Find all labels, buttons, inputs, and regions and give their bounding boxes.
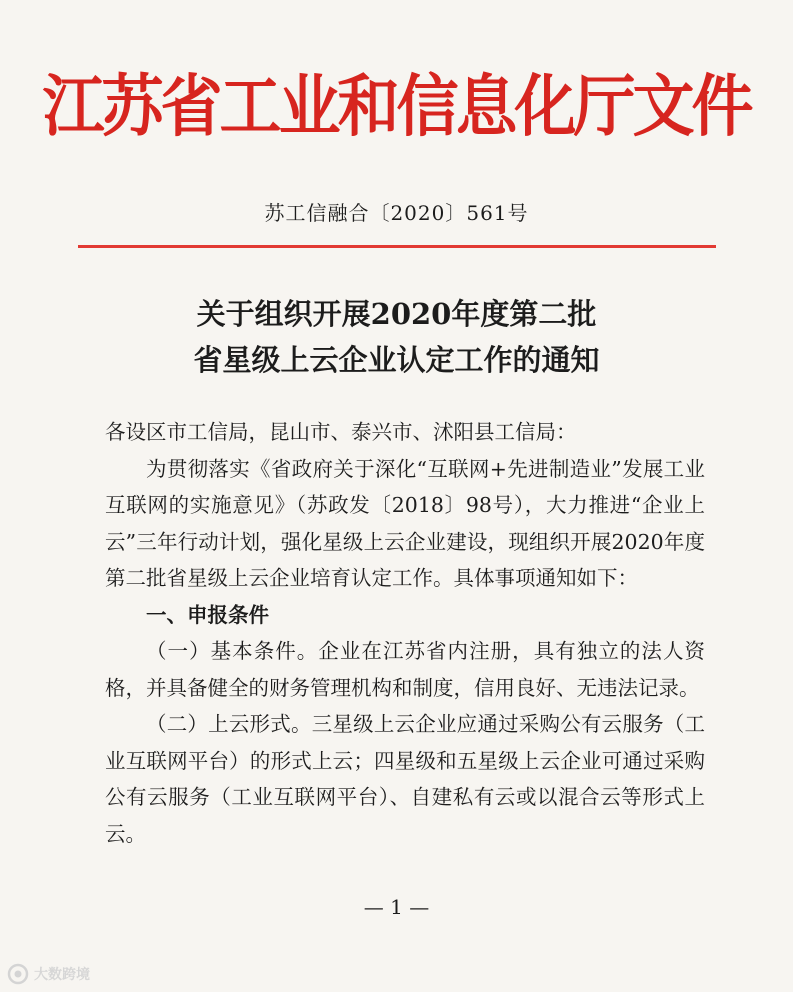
notice-title-line2: 省星级上云企业认定工作的通知 [193, 343, 600, 377]
notice-title [0, 294, 793, 380]
document-number: 苏工信融合〔2020〕561号 [264, 201, 529, 225]
issuing-authority-header: 江苏省工业和信息化厅文件 [42, 67, 751, 146]
notice-title-line1: 关于组织开展2020年度第二批 [196, 297, 597, 331]
section-heading-conditions: 一、申报条件 [146, 602, 269, 627]
cloud-form-paragraph: （二）上云形式。三星级上云企业应通过采购公有云服务（工业互联网平台）的形式上云；四星级和五星级上云企业可通过采购公有云服务（工业互联网平台）、自建私有云或以混合云等形式上云。 [105, 712, 705, 846]
page-number: — 1 — [363, 895, 430, 919]
notice-body [105, 414, 705, 852]
basic-conditions-paragraph: （一）基本条件。企业在江苏省内注册，具有独立的法人资格，并具备健全的财务管理机构和制度，信用良好、无违法记录。 [105, 639, 705, 700]
red-divider-line [78, 245, 716, 248]
source-watermark [6, 962, 116, 986]
recipients-line: 各设区市工信局，昆山市、泰兴市、沭阳县工信局： [105, 420, 577, 444]
watermark-text: 大数跨境 [34, 967, 90, 983]
intro-paragraph: 为贯彻落实《省政府关于深化“互联网+先进制造业”发展工业互联网的实施意见》（苏政发〔2018〕98号），大力推进“企业上云”三年行动计划，强化星级上云企业建设，现组织开展2020年度第二批省星级上云企业培育认定工作。具体事项通知如下： [105, 456, 705, 590]
watermark-logo-icon [6, 962, 30, 986]
